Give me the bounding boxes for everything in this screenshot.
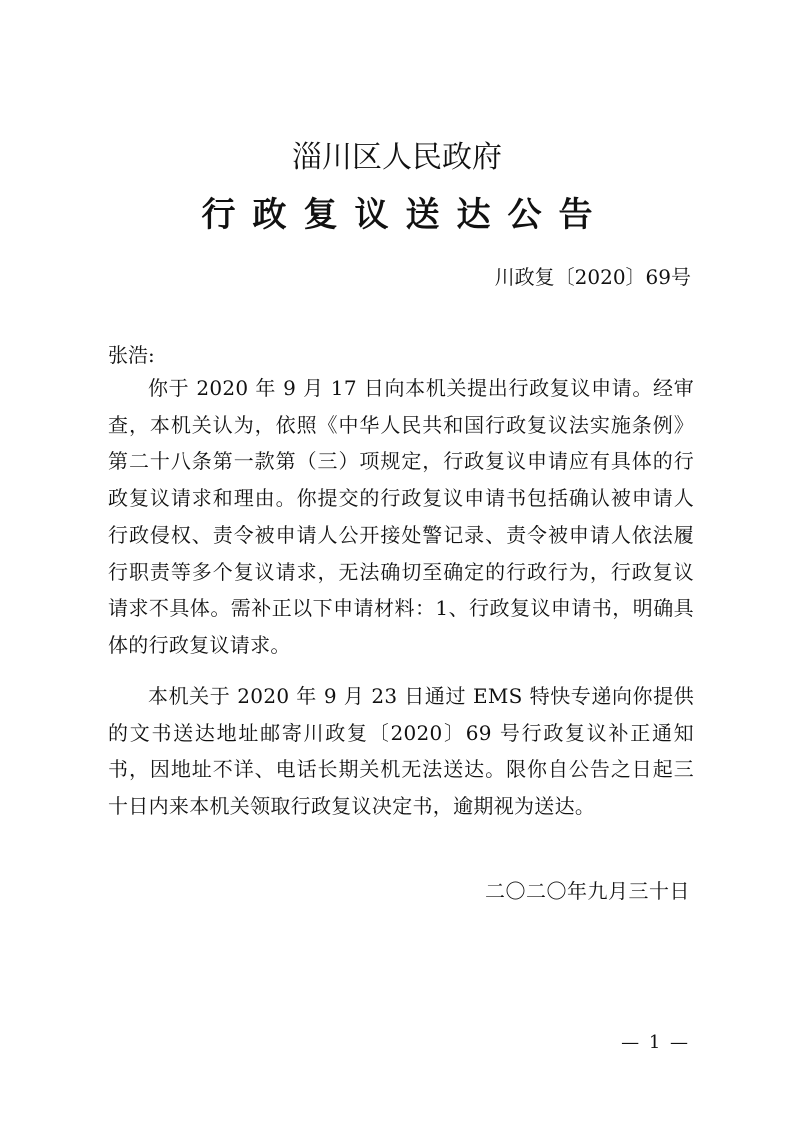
issue-date: 二〇二〇年九月三十日 (485, 879, 690, 903)
body-paragraph-1: 你于 2020 年 9 月 17 日向本机关提出行政复议申请。经审查，本机关认为，依照《中华人民共和国行政复议法实施条例》第二十八条第一款第（三）项规定，行政复议申请应有具体的行政复议请求和理由。你提交的行政复议申请书包括确认被申请人行政侵权、责令被申请人公开接处警记录、责令被申请人依法履行职责等多个复议请求，无法确切至确定的行政行为，行政复议请求不具体。需补正以下申请材料：1、行政复议申请书，明确具体的行政复议请求。 (108, 376, 694, 657)
page-number: — 1 — (621, 1032, 690, 1053)
document-number: 川政复〔2020〕69号 (494, 265, 691, 289)
body-paragraph-2: 本机关于 2020 年 9 月 23 日通过 EMS 特快专递向你提供的文书送达地址邮寄川政复〔2020〕69 号行政复议补正通知书，因地址不详、电话长期关机无法送达。限你自公告之日起三十日内来本机关领取行政复议决定书，逾期视为送达。 (108, 684, 694, 819)
salutation: 张浩: (108, 343, 155, 367)
issuing-organization: 淄川区人民政府 (292, 140, 502, 175)
document-title: 行政复议送达公告 (201, 195, 610, 235)
